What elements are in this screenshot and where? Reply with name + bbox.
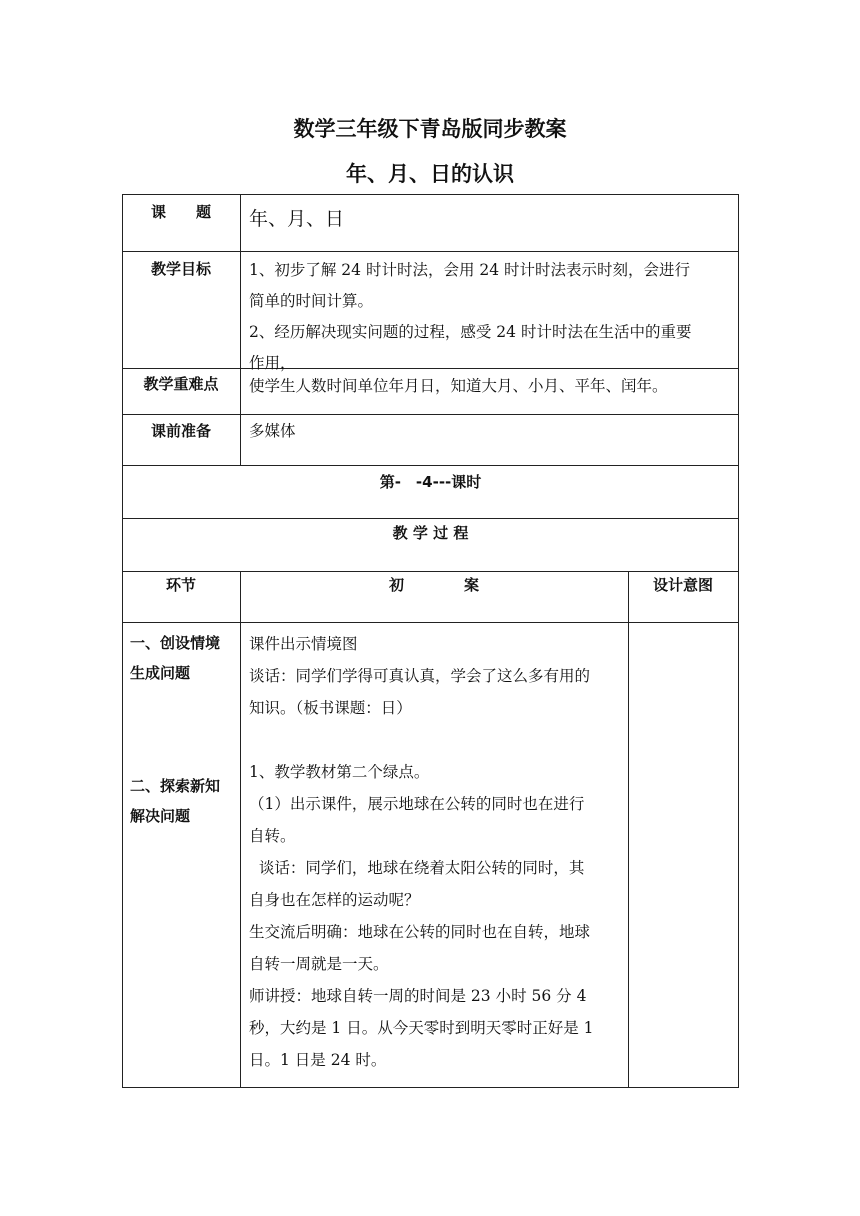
plan-content xyxy=(249,628,624,1076)
plan-line: 知识。（板书课题：日） xyxy=(249,699,412,717)
lesson-plan-table xyxy=(122,194,739,1088)
difficulty-value: 使学生人数时间单位年月日，知道大月、小月、平年、闰年。 xyxy=(249,377,668,395)
row-divider xyxy=(122,414,739,415)
plan-line: 师讲授：地球自转一周的时间是 23 小时 56 分 4 xyxy=(249,987,587,1005)
col-divider xyxy=(240,571,241,1088)
stage-label-line: 解决问题 xyxy=(130,807,191,825)
plan-line: 课件出示情境图 xyxy=(249,635,358,653)
plan-line: 1、教学教材第二个绿点。 xyxy=(249,763,430,781)
goals-label: 教学目标 xyxy=(150,260,211,278)
difficulty-label: 教学重难点 xyxy=(143,375,219,393)
table-border-right xyxy=(738,194,739,1088)
table-border-left xyxy=(122,194,123,1088)
plan-line: （1）出示课件，展示地球在公转的同时也在进行 xyxy=(249,795,585,813)
plan-line: 生交流后明确：地球在公转的同时也在自转，地球 xyxy=(249,923,591,941)
table-border-top xyxy=(122,194,739,195)
row-divider xyxy=(122,622,739,623)
plan-line: 日。1 日是 24 时。 xyxy=(249,1051,387,1069)
goals-line: 2、经历解决现实问题的过程，感受 24 时计时法在生活中的重要 xyxy=(249,323,692,341)
plan-line: 谈话：同学们，地球在绕着太阳公转的同时，其 xyxy=(249,859,585,877)
col-divider xyxy=(628,571,629,1088)
lesson-title: 年、月、日的认识 xyxy=(346,162,514,186)
plan-line: 自转。 xyxy=(249,827,296,845)
plan-line: 谈话：同学们学得可真认真，学会了这么多有用的 xyxy=(249,667,591,685)
column-header-intent: 设计意图 xyxy=(652,576,713,594)
plan-line xyxy=(249,724,624,756)
topic-value: 年、月、日 xyxy=(249,208,345,230)
goals-line: 简单的时间计算。 xyxy=(249,292,374,310)
preparation-label: 课前准备 xyxy=(150,422,211,440)
plan-line: 秒，大约是 1 日。从今天零时到明天零时正好是 1 xyxy=(249,1019,594,1037)
document-title: 数学三年级下青岛版同步教案 xyxy=(293,117,567,141)
preparation-value: 多媒体 xyxy=(249,422,296,440)
process-title: 教 学 过 程 xyxy=(392,524,469,542)
topic-label: 课 题 xyxy=(150,203,211,221)
goals-line: 1、初步了解 24 时计时法，会用 24 时计时法表示时刻，会进行 xyxy=(249,261,691,279)
stage-label-2 xyxy=(130,771,220,831)
goals-line: 作用， xyxy=(249,354,296,372)
plan-line: 自转一周就是一天。 xyxy=(249,955,389,973)
lesson-number: 第- -4---课时 xyxy=(379,473,482,491)
row-divider xyxy=(122,251,739,252)
column-header-stage: 环节 xyxy=(165,576,196,594)
stage-label-line: 一、创设情境 xyxy=(130,634,221,652)
stage-label-line: 二、探索新知 xyxy=(130,777,221,795)
plan-line: 自身也在怎样的运动呢？ xyxy=(249,891,420,909)
goals-text xyxy=(249,255,733,379)
column-header-plan: 初 案 xyxy=(388,576,479,594)
row-divider xyxy=(122,465,739,466)
col-divider xyxy=(240,194,241,466)
stage-label-line: 生成问题 xyxy=(130,664,191,682)
stage-label-1 xyxy=(130,628,220,688)
table-border-bottom xyxy=(122,1087,739,1088)
